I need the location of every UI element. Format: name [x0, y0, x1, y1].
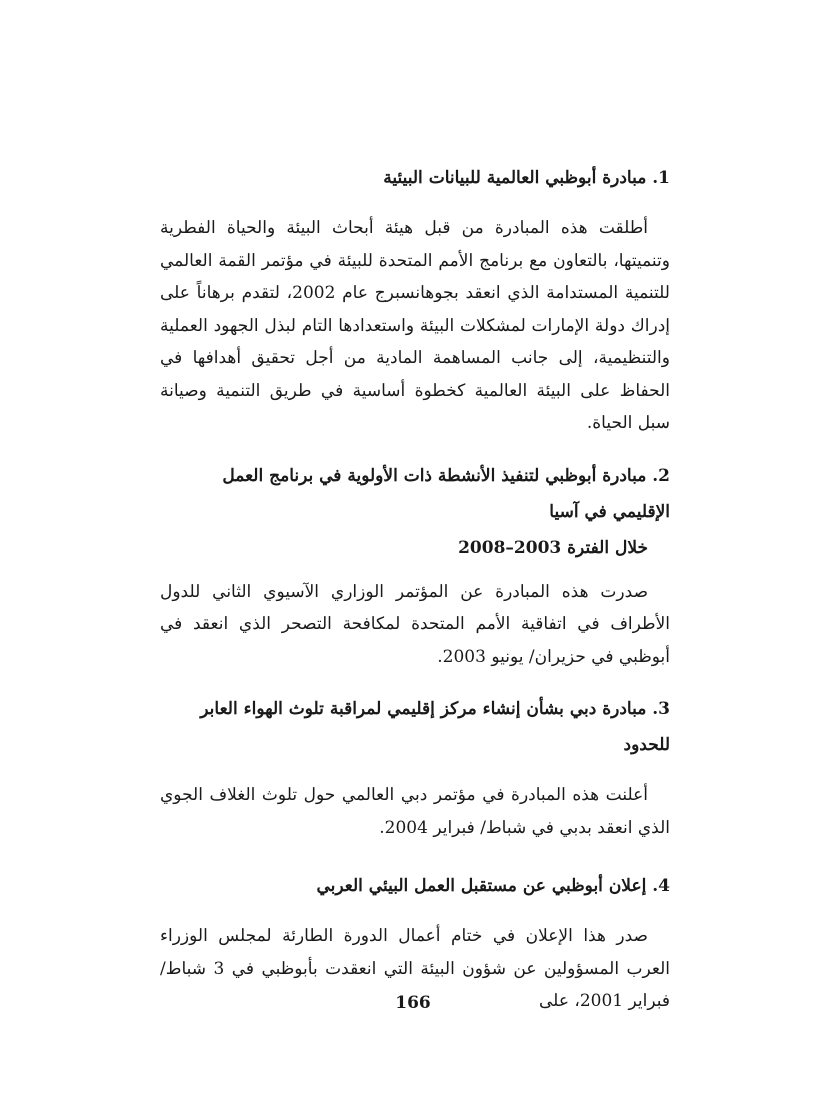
section-4-heading: 4. إعلان أبوظبي عن مستقبل العمل البيئي العربي [316, 876, 670, 896]
section-1-heading: 1. مبادرة أبوظبي العالمية للبيانات البيئية [383, 168, 670, 188]
section-3-paragraph: أعلنت هذه المبادرة في مؤتمر دبي العالمي حول تلوث الغلاف الجوي الذي انعقد بدبي في شباط/ فبراير 2004. [160, 785, 670, 838]
section-2-heading-line2: خلال الفترة 2003–2008 [458, 537, 648, 558]
section-3-heading: 3. مبادرة دبي بشأن إنشاء مركز إقليمي لمراقبة تلوث الهواء العابر للحدود [200, 699, 670, 755]
page-number: 166 [395, 993, 431, 1013]
section-2-heading [160, 458, 670, 566]
section-1-paragraph: أطلقت هذه المبادرة من قبل هيئة أبحاث البيئة والحياة الفطرية وتنميتها، بالتعاون مع برنامج الأمم المتحدة للبيئة في مؤتمر القمة العالمي للتنمية المستدامة الذي انعقد بجوهانسبرج عام 2002، لتقدم برهاناً على إدراك دولة الإمارات لمشكلات البيئة واستعدادها التام لبذل الجهود العملية والتنظيمية، إلى جانب المساهمة المادية من أجل تحقيق أهدافها في الحفاظ على البيئة العالمية كخطوة أساسية في طريق التنمية وصيانة سبل الحياة. [160, 218, 670, 433]
section-4-paragraph: صدر هذا الإعلان في ختام أعمال الدورة الطارئة لمجلس الوزراء العرب المسؤولين عن شؤون البيئة التي انعقدت بأبوظبي في 3 شباط/ فبراير 2001، على [160, 926, 670, 1011]
section-2-heading-line1: 2. مبادرة أبوظبي لتنفيذ الأنشطة ذات الأولوية في برنامج العمل الإقليمي في آسيا [222, 465, 670, 522]
section-2-paragraph: صدرت هذه المبادرة عن المؤتمر الوزاري الآسيوي الثاني للدول الأطراف في اتفاقية الأمم المتحدة لمكافحة التصحر الذي انعقد في أبوظبي في حزيران/ يونيو 2003. [160, 581, 670, 667]
page-content [160, 160, 670, 1018]
